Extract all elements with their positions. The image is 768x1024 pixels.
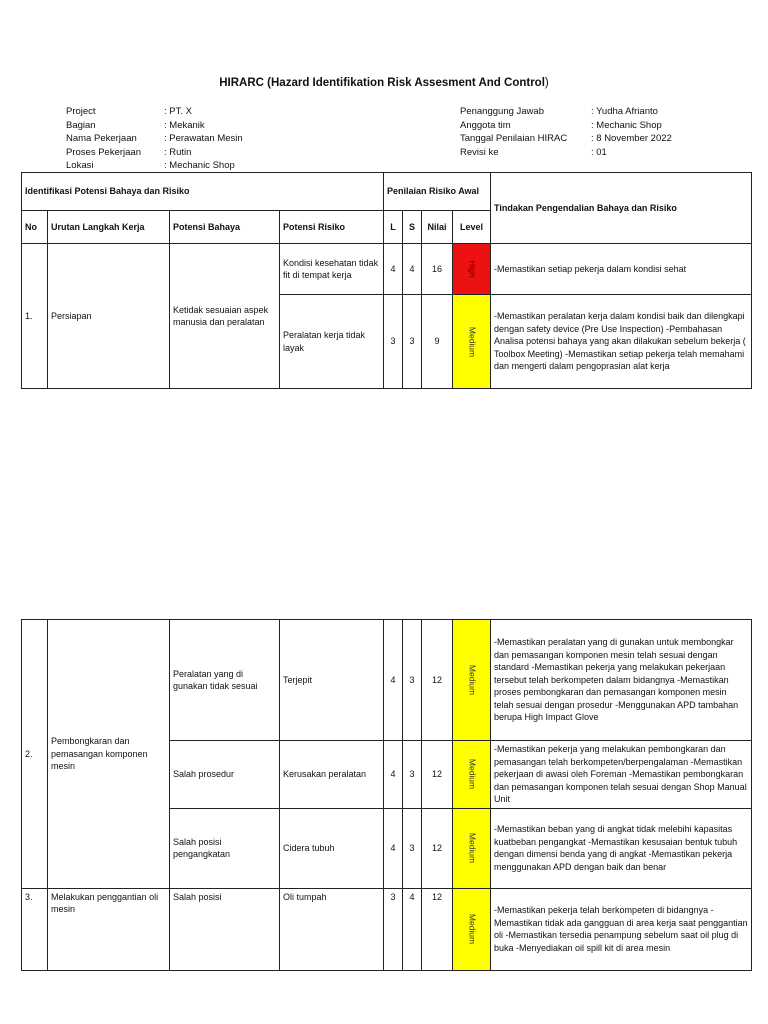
row-no: 2.: [22, 620, 48, 889]
row-control: -Memastikan peralatan kerja dalam kondisi baik dan dilengkapi dengan safety device (Pre Use Inspection) -Pembahasan Analisa potensi bahaya yang akan dilakukan sebelum bekerja ( Toolbox Meeting) -Memastikan setiap pekerja telah memahami dan mengerti dalam pengoprasian alat kerja: [491, 295, 752, 389]
row-l: 4: [384, 808, 403, 888]
row-step: Pembongkaran dan pemasangan komponen mesin: [48, 620, 170, 889]
row-no: 3.: [22, 888, 48, 970]
level-badge-medium: [453, 620, 491, 741]
meta-key: Nama Pekerjaan: [66, 133, 137, 144]
meta-key: Revisi ke: [460, 146, 499, 158]
row-no: 1.: [22, 244, 48, 389]
row-risk: Terjepit: [280, 620, 384, 741]
row-nilai: 12: [422, 888, 453, 970]
meta-value: : Mechanic Shop: [591, 119, 662, 131]
row-hazard: Salah posisi: [170, 888, 280, 970]
row-risk: Cidera tubuh: [280, 808, 384, 888]
row-l: 4: [384, 244, 403, 295]
row-s: 4: [403, 244, 422, 295]
table-row: [22, 888, 752, 970]
level-label: Medium: [466, 326, 477, 357]
meta-key: Proses Pekerjaan: [66, 146, 141, 158]
level-label: Medium: [466, 832, 477, 864]
row-l: 4: [384, 620, 403, 741]
header-no: No: [22, 211, 48, 244]
row-control: -Memastikan pekerja yang melakukan pembongkaran dan pemasangan telah berkompeten/berpengalaman -Memastikan pekerjaan di awasi oleh Foreman -Memastikan pembongkaran dan pemasangan komponen telah sesuai dengan Shop Manual Unit: [491, 741, 752, 809]
row-l: 3: [384, 888, 403, 970]
header-bahaya: Potensi Bahaya: [170, 211, 280, 244]
level-badge-medium: [453, 808, 491, 888]
row-nilai: 9: [422, 295, 453, 389]
meta-key: Project: [66, 106, 96, 117]
table-row: [22, 620, 752, 741]
row-s: 3: [403, 808, 422, 888]
header-urutan: Urutan Langkah Kerja: [48, 211, 170, 244]
meta-key: Bagian: [66, 119, 96, 131]
level-label: Medium: [466, 913, 477, 945]
row-hazard: Ketidak sesuaian aspek manusia dan peralatan: [170, 244, 280, 389]
project-info: [66, 105, 243, 173]
header-level: Level: [453, 211, 491, 244]
row-nilai: 16: [422, 244, 453, 295]
header-penilaian: Penilaian Risiko Awal: [384, 173, 491, 211]
meta-key: Tanggal Penilaian HIRAC: [460, 133, 568, 144]
row-s: 3: [403, 741, 422, 809]
hirarc-table-page2: [21, 619, 752, 971]
meta-key: Anggota tim: [460, 119, 511, 131]
meta-value: : Perawatan Mesin: [164, 133, 243, 144]
row-control: -Memastikan peralatan yang di gunakan untuk membongkar dan pemasangan komponen mesin telah sesuai dengan standard -Memastikan pekerja yang melakukan pekerjaan tersebut telah berkompeten dalam bidangnya -Memastikan proses pembongkaran dan pemasangan komponen mesin telah sesuai dengan prosedur -Menggunakan APD tambahan berupa High Impact Glove: [491, 620, 752, 741]
row-step: Melakukan penggantian oli mesin: [48, 888, 170, 970]
row-step: Persiapan: [48, 244, 170, 389]
hirarc-table-page1: [21, 172, 752, 389]
meta-value: : 01: [591, 146, 607, 158]
team-info: [460, 105, 672, 159]
row-risk: Kerusakan peralatan: [280, 741, 384, 809]
row-control: -Memastikan setiap pekerja dalam kondisi sehat: [491, 244, 752, 295]
table-row: [22, 244, 752, 295]
meta-value: : Yudha Afrianto: [591, 106, 658, 117]
meta-key: Lokasi: [66, 160, 94, 171]
meta-value: : Rutin: [164, 146, 192, 158]
title-main: HIRARC (Hazard Identifikation Risk Assesment And Control: [219, 77, 545, 89]
level-label: High: [466, 260, 477, 278]
level-label: Medium: [466, 759, 477, 790]
row-l: 3: [384, 295, 403, 389]
row-nilai: 12: [422, 620, 453, 741]
meta-value: : Mekanik: [164, 119, 205, 131]
row-control: -Memastikan pekerja telah berkompeten di bidangnya -Memastikan tidak ada gangguan di area kerja saat penggantian oli -Memastikan tersedia penampung sebelum saat oil plug di buka -Menyediakan oil spill kit di area mesin: [491, 888, 752, 970]
row-nilai: 12: [422, 808, 453, 888]
level-badge-medium: [453, 741, 491, 809]
level-badge-medium: [453, 295, 491, 389]
header-nilai: Nilai: [422, 211, 453, 244]
level-label: Medium: [466, 664, 477, 696]
title-close: ): [544, 77, 549, 89]
row-risk: Peralatan kerja tidak layak: [280, 295, 384, 389]
header-tindakan: Tindakan Pengendalian Bahaya dan Risiko: [491, 173, 752, 244]
row-s: 3: [403, 295, 422, 389]
row-control: -Memastikan beban yang di angkat tidak melebihi kapasitas kuatbeban pengangkat -Memastikan kesusaian bentuk tubuh dengan dimensi benda yang di angkat -Memastikan pekerja menggunakan APD dengan baik dan benar: [491, 808, 752, 888]
row-risk: Kondisi kesehatan tidak fit di tempat kerja: [280, 244, 384, 295]
meta-key: Penanggung Jawab: [460, 106, 544, 117]
row-s: 3: [403, 620, 422, 741]
header-risiko: Potensi Risiko: [280, 211, 384, 244]
row-hazard: Salah prosedur: [170, 741, 280, 809]
row-hazard: Peralatan yang di gunakan tidak sesuai: [170, 620, 280, 741]
row-risk: Oli tumpah: [280, 888, 384, 970]
level-badge-medium: [453, 888, 491, 970]
header-s: S: [403, 211, 422, 244]
meta-value: : Mechanic Shop: [164, 160, 235, 171]
meta-value: : PT. X: [164, 106, 192, 117]
row-s: 4: [403, 888, 422, 970]
row-l: 4: [384, 741, 403, 809]
row-hazard: Salah posisi pengangkatan: [170, 808, 280, 888]
header-identifikasi: Identifikasi Potensi Bahaya dan Risiko: [22, 173, 384, 211]
row-nilai: 12: [422, 741, 453, 809]
level-badge-high: [453, 244, 491, 295]
meta-value: : 8 November 2022: [591, 133, 672, 144]
document-title: [0, 77, 768, 89]
header-l: L: [384, 211, 403, 244]
